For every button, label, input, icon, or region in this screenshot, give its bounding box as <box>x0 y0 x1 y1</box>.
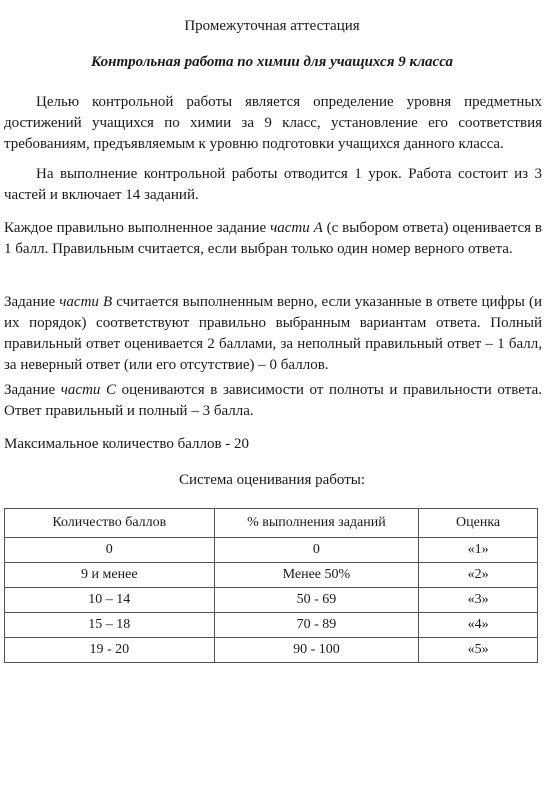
paragraph-purpose: Целью контрольной работы является определение уровня предметных достижений учащихся по химии за 9 класс, установление его соответствия требованиям, предъявляемым к уровню подготовки учащихся данного класса. <box>4 94 542 152</box>
paragraph-part-a-text-2: (с выбором ответа) оценивается в 1 балл. Правильным считается, если выбран только один номер верного ответа. <box>4 220 543 257</box>
table-cell-percent: 70 - 89 <box>214 613 419 638</box>
paragraph-part-c-text-1: Задание <box>4 382 61 398</box>
table-cell-grade: «1» <box>419 538 538 563</box>
table-cell-percent: 50 - 69 <box>214 588 419 613</box>
header-score: Количество баллов <box>5 509 215 538</box>
table-row <box>5 563 538 588</box>
table-cell-score: 10 – 14 <box>5 588 215 613</box>
header-percent: % выполнения заданий <box>214 509 419 538</box>
table-cell-grade: «5» <box>419 638 538 663</box>
table-row <box>5 588 538 613</box>
paragraph-part-c-emphasis: части С <box>60 382 117 398</box>
table-cell-percent: Менее 50% <box>214 563 419 588</box>
table-title: Система оценивания работы: <box>178 472 366 488</box>
paragraph-max-score: Максимальное количество баллов - 20 <box>4 436 250 452</box>
table-cell-score: 0 <box>5 538 215 563</box>
paragraph-part-a <box>4 218 542 260</box>
grading-table <box>4 508 538 663</box>
table-cell-grade: «2» <box>419 563 538 588</box>
paragraph-part-c-text-2: оцениваются в зависимости от полноты и правильности ответа. Ответ правильный и полный – 3 балла. <box>4 382 543 419</box>
table-header-row <box>5 509 538 538</box>
table-cell-grade: «4» <box>419 613 538 638</box>
table-cell-score: 15 – 18 <box>5 613 215 638</box>
table-cell-score: 9 и менее <box>5 563 215 588</box>
table-cell-percent: 0 <box>214 538 419 563</box>
paragraph-part-a-text-1: Каждое правильно выполненное задание <box>4 220 271 236</box>
paragraph-part-b <box>4 292 542 376</box>
page-title: Промежуточная аттестация <box>184 18 360 34</box>
paragraph-part-b-emphasis: части В <box>59 294 113 310</box>
header-grade: Оценка <box>419 509 538 538</box>
paragraph-part-b-text-2: считается выполненным верно, если указанные в ответе цифры (и их порядок) соответствуют правильно выбранным вариантам ответа. Полный правильный ответ оценивается 2 баллами, за неполный правильный ответ – 1 балл, за неверный ответ (или его отсутствие) – 0 баллов. <box>4 294 542 373</box>
table-row <box>5 638 538 663</box>
paragraph-part-b-text-1: Задание <box>4 294 60 310</box>
paragraph-part-c <box>4 380 542 422</box>
table-cell-percent: 90 - 100 <box>214 638 419 663</box>
paragraph-duration: На выполнение контрольной работы отводится 1 урок. Работа состоит из 3 частей и включает 14 заданий. <box>4 166 542 203</box>
document-subtitle: Контрольная работа по химии для учащихся 9 класса <box>91 54 453 70</box>
table-cell-grade: «3» <box>419 588 538 613</box>
table-row <box>5 613 538 638</box>
paragraph-part-a-emphasis: части А <box>270 220 323 236</box>
table-row <box>5 538 538 563</box>
table-cell-score: 19 - 20 <box>5 638 215 663</box>
